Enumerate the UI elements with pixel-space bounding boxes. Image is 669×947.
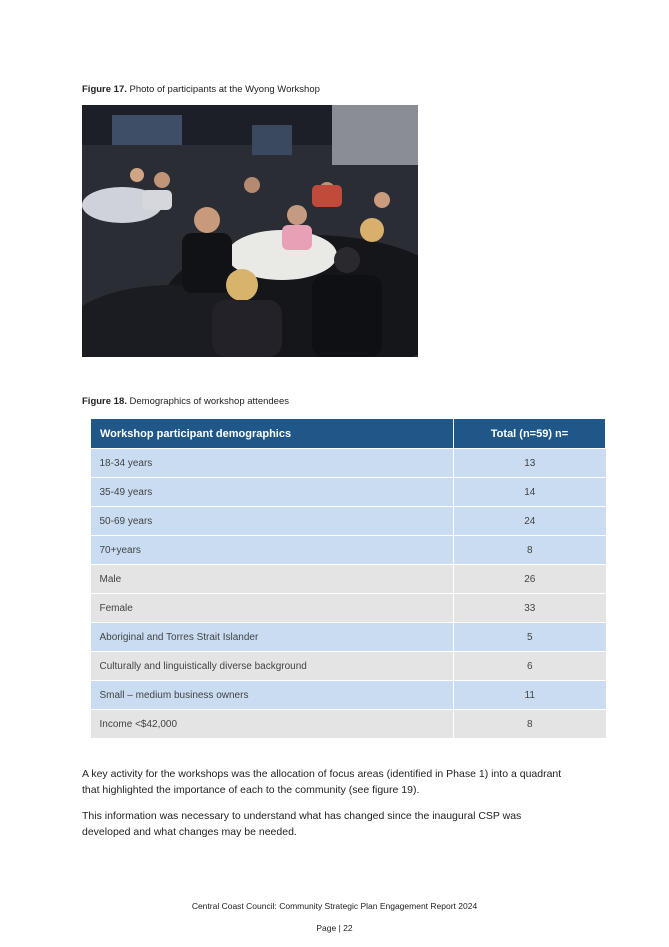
row-label: Income <$42,000 <box>91 710 454 739</box>
row-label: Small – medium business owners <box>91 681 454 710</box>
table-row <box>91 594 606 623</box>
row-label: Female <box>91 594 454 623</box>
table-row <box>91 507 606 536</box>
table-row <box>91 536 606 565</box>
table-header-row <box>91 419 606 449</box>
column-header-demographics: Workshop participant demographics <box>91 419 454 449</box>
row-value: 8 <box>454 536 606 565</box>
row-label: 35-49 years <box>91 478 454 507</box>
body-paragraph-2: This information was necessary to understand what has changed since the inaugural CSP was developed and what changes may be needed. <box>82 810 522 838</box>
row-label: 70+years <box>91 536 454 565</box>
table-row <box>91 449 606 478</box>
workshop-photo <box>82 105 418 357</box>
figure-17-label: Figure 17. <box>82 84 127 95</box>
figure-17-caption <box>82 84 320 95</box>
row-value: 33 <box>454 594 606 623</box>
row-label: 50-69 years <box>91 507 454 536</box>
row-value: 24 <box>454 507 606 536</box>
row-label: Aboriginal and Torres Strait Islander <box>91 623 454 652</box>
figure-18-label: Figure 18. <box>82 396 127 407</box>
row-label: Male <box>91 565 454 594</box>
column-header-total: Total (n=59) n= <box>454 419 606 449</box>
table-row <box>91 652 606 681</box>
body-paragraph-1: A key activity for the workshops was the allocation of focus areas (identified in Phase 1) into a quadrant that highlighted the importance of each to the community (see figure 19). <box>82 768 562 796</box>
row-value: 6 <box>454 652 606 681</box>
footer-report-title: Central Coast Council: Community Strategic Plan Engagement Report 2024 <box>191 901 478 911</box>
figure-18-text: Demographics of workshop attendees <box>126 396 289 407</box>
row-value: 11 <box>454 681 606 710</box>
table-row <box>91 623 606 652</box>
row-value: 26 <box>454 565 606 594</box>
footer-page-number: Page | 22 <box>316 923 353 933</box>
figure-18-caption <box>82 396 289 407</box>
table-row <box>91 710 606 739</box>
row-value: 14 <box>454 478 606 507</box>
figure-17-text: Photo of participants at the Wyong Workshop <box>126 84 320 95</box>
table-row <box>91 565 606 594</box>
demographics-table <box>90 418 606 739</box>
row-value: 13 <box>454 449 606 478</box>
table-row <box>91 681 606 710</box>
row-value: 5 <box>454 623 606 652</box>
row-label: Culturally and linguistically diverse background <box>91 652 454 681</box>
table-row <box>91 478 606 507</box>
row-value: 8 <box>454 710 606 739</box>
row-label: 18-34 years <box>91 449 454 478</box>
